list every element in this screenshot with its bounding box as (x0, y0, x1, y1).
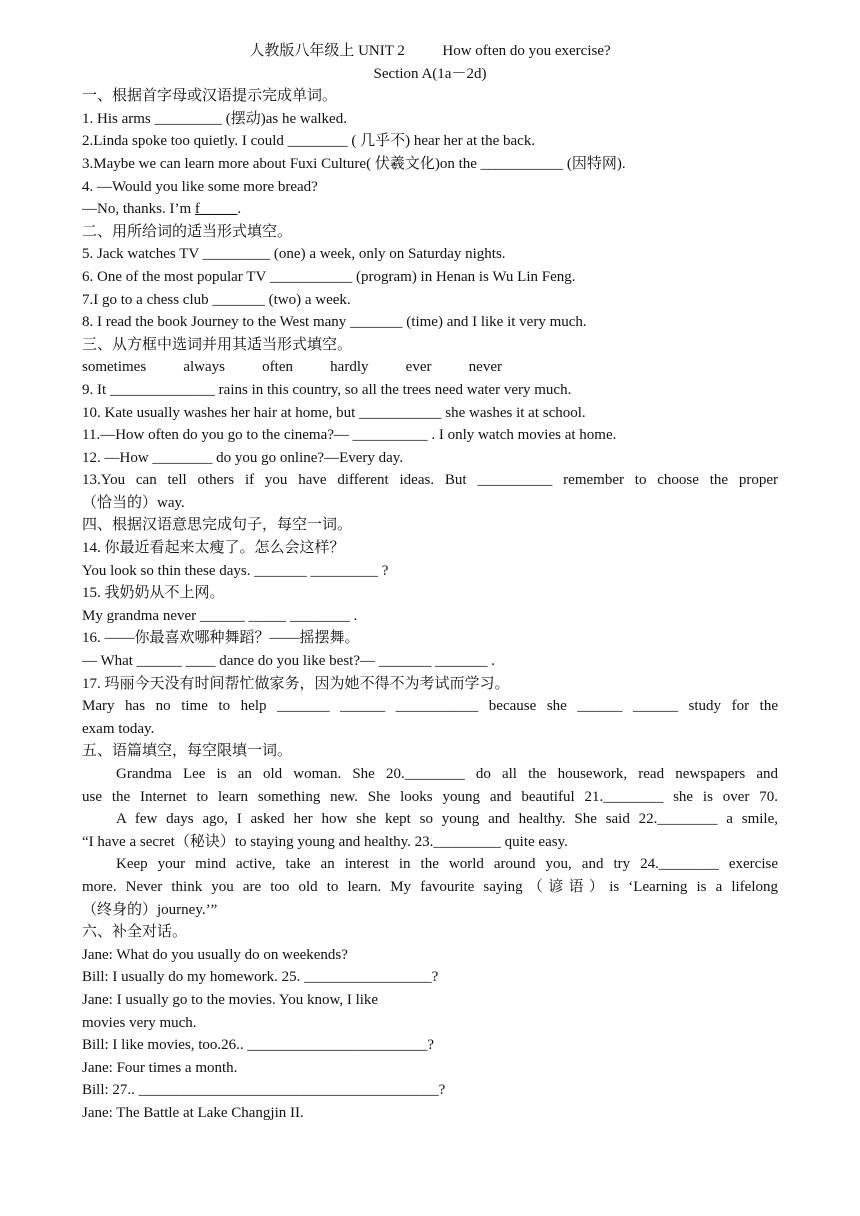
question-4-prefix: —No, thanks. I’m (82, 201, 195, 218)
question-14-chinese: 14. 你最近看起来太瘦了。怎么会这样？ (82, 540, 345, 557)
question-4-suffix: . (237, 201, 242, 218)
part2-heading: 二、用所给词的适当形式填空。 (82, 223, 293, 240)
part6-heading: 六、补全对话。 (82, 924, 188, 941)
question-14-english: You look so thin these days. _______ _________ ? (82, 562, 389, 579)
dialogue-line: Jane: I usually go to the movies. You know, I like (82, 991, 379, 1008)
passage-line: Keep your mind active, take an interest in the world around you, and try 24.________ exercise (116, 856, 778, 873)
question-15-english: My grandma never ______ _____ ________ . (82, 607, 358, 624)
question-15-chinese: 15. 我奶奶从不上网。 (82, 585, 225, 602)
part3-heading: 三、从方框中选词并用其适当形式填空。 (82, 336, 353, 353)
question-16-english: — What ______ ____ dance do you like best?— _______ _______ . (82, 653, 495, 670)
dialogue-line: Jane: What do you usually do on weekends? (82, 946, 348, 963)
question-4-blank: f_____ (194, 201, 238, 218)
passage-line: use the Internet to learn something new. She looks young and beautiful 21.________ she is over 70. (82, 788, 778, 805)
question-9: 9. It ______________ rains in this country, so all the trees need water very much. (82, 381, 572, 398)
word-box (82, 356, 502, 379)
word-item: hardly (330, 359, 369, 376)
dialogue-line: Jane: The Battle at Lake Changjin II. (82, 1104, 304, 1121)
word-item: sometimes (82, 359, 147, 376)
question-11: 11.—How often do you go to the cinema?— __________ . I only watch movies at home. (82, 427, 617, 444)
title-line-2: Section A(1a－2d) (373, 65, 487, 82)
word-item: ever (405, 359, 432, 376)
question-17-chinese: 17. 玛丽今天没有时间帮忙做家务，因为她不得不为考试而学习。 (82, 675, 510, 692)
question-13-line-1: 13.You can tell others if you have different ideas. But __________ remember to choose the proper (82, 472, 778, 489)
dialogue-line: Bill: I like movies, too.26.. ________________________? (82, 1037, 435, 1054)
question-4-line-1: 4. —Would you like some more bread? (82, 178, 318, 195)
question-3: 3.Maybe we can learn more about Fuxi Culture( 伏羲文化)on the ___________ (因特网). (82, 155, 626, 172)
question-6: 6. One of the most popular TV ___________ (program) in Henan is Wu Lin Feng. (82, 268, 576, 285)
dialogue-line: Bill: I usually do my homework. 25. _________________? (82, 969, 439, 986)
question-17-english-line-2: exam today. (82, 720, 155, 737)
worksheet (82, 40, 778, 1125)
word-item: often (262, 359, 293, 376)
question-2: 2.Linda spoke too quietly. I could ________ ( 几乎不) hear her at the back. (82, 133, 536, 150)
passage-line: （终身的）journey.’” (82, 901, 218, 918)
dialogue-line: Jane: Four times a month. (82, 1059, 238, 1076)
dialogue-line: movies very much. (82, 1014, 197, 1031)
question-13-line-2: （恰当的）way. (82, 494, 185, 511)
question-17-english-line-1: Mary has no time to help _______ ______ ___________ because she ______ ______ study for the (82, 698, 778, 715)
question-8: 8. I read the book Journey to the West many _______ (time) and I like it very much. (82, 314, 587, 331)
question-12: 12. —How ________ do you go online?—Every day. (82, 449, 404, 466)
question-10: 10. Kate usually washes her hair at home, but ___________ she washes it at school. (82, 404, 586, 421)
question-1: 1. His arms _________ (摆动)as he walked. (82, 110, 347, 127)
passage-line: “I have a secret（秘诀）to staying young and healthy. 23._________ quite easy. (82, 833, 568, 850)
part5-heading: 五、语篇填空，每空限填一词。 (82, 743, 293, 760)
question-4-line-2 (82, 198, 778, 221)
title-line-1: 人教版八年级上 UNIT 2 How often do you exercise? (249, 43, 611, 59)
question-5: 5. Jack watches TV _________ (one) a week, only on Saturday nights. (82, 246, 506, 263)
passage-line: more. Never think you are too old to learn. My favourite saying（谚语）is ‘Learning is a lifelong (82, 878, 778, 895)
passage-line: A few days ago, I asked her how she kept so young and healthy. She said 22.________ a smile, (116, 811, 778, 828)
part1-heading: 一、根据首字母或汉语提示完成单词。 (82, 88, 338, 105)
part4-heading: 四、根据汉语意思完成句子，每空一词。 (82, 517, 353, 534)
passage-line: Grandma Lee is an old woman. She 20.________ do all the housework, read newspapers and (116, 766, 778, 782)
word-item: always (183, 359, 225, 376)
word-item: never (468, 359, 502, 376)
question-7: 7.I go to a chess club _______ (two) a week. (82, 291, 351, 308)
question-16-chinese: 16. ——你最喜欢哪种舞蹈？——摇摆舞。 (82, 630, 360, 647)
dialogue-line: Bill: 27.. ________________________________________? (82, 1082, 446, 1099)
